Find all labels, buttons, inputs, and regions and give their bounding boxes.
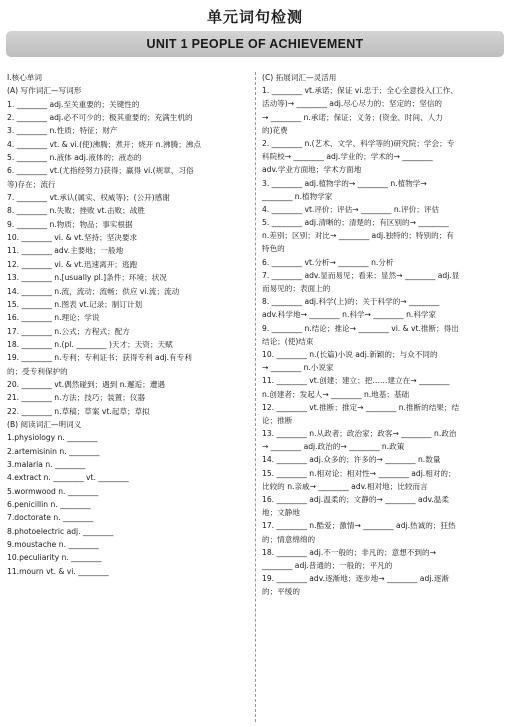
- text-line: 15. ________ n.相对论；相对性→ ________ adj.相对的；: [262, 468, 456, 478]
- text-line: 3.malaria n. ________: [7, 459, 86, 469]
- text-line: 4. ________ vt. & vi.(使)沸腾；煮开；烧开 n.沸腾；沸点: [7, 139, 201, 149]
- text-line: 10. ________ n.(长篇)小说 adj.新颖的；与众不同的: [262, 349, 438, 359]
- text-line: 13. ________ n.从政者；政治家；政客→ ________ n.政治: [262, 429, 457, 439]
- text-line: 11. ________ vt.创建；建立；把……建立在→ ________: [262, 376, 450, 386]
- text-line: 18. ________ n.(pl. ________ )天才；天资；天赋: [7, 339, 173, 349]
- text-line: 5.wormwood n. ________: [7, 486, 99, 496]
- text-line: 4.extract n. ________ vt. ________: [7, 473, 129, 483]
- text-line: 5. ________ n.液体 adj.液体的；液态的: [7, 153, 142, 163]
- text-line: 14. ________ adj.众多的；许多的→ ________ n.数量: [262, 455, 441, 465]
- text-line: 9.moustache n. ________: [7, 540, 99, 550]
- text-line: 3. ________ adj.植物学的→ ________ n.植物学→: [262, 178, 427, 188]
- text-line: 科院校→ ________ adj.学业的；学术的→ ________: [262, 152, 433, 162]
- text-line: 7.doctorate n. ________: [7, 513, 94, 523]
- text-line: ________ n.植物学家: [262, 191, 333, 201]
- text-line: n.差别；区别；对比→ ________ adj.独特的；特别的；有: [262, 231, 454, 241]
- text-line: 16. ________ adj.温柔的；文静的→ ________ adv.温柔: [262, 495, 449, 504]
- text-line: (C) 拓展词汇—灵活用: [262, 73, 337, 82]
- text-line: 的；情意绵绵的: [262, 534, 316, 544]
- text-line: 论；推断: [262, 415, 293, 425]
- text-line: 14. ________ n.流，流动；流畅；供应 vi.流；流动: [7, 286, 180, 296]
- text-line: 而易见的；表面上的: [262, 284, 331, 293]
- text-line: 16. ________ n.理论；学说: [7, 313, 100, 323]
- text-line: 结论；(使)结束: [262, 336, 314, 346]
- text-line: 特色的: [262, 244, 285, 254]
- text-line: → ________ n.小说家: [262, 363, 334, 373]
- text-line: 等)存在；流行: [7, 179, 56, 189]
- text-line: 4. ________ vt.评价；评估→ ________ n.评价；评估: [262, 204, 440, 214]
- text-line: 的；受专利保护的: [7, 366, 68, 376]
- text-line: 7. ________ vt.承认(属实、权威等)；(公开)感谢: [7, 193, 170, 203]
- text-line: 8. ________ n.失败；挫败 vt.击败；战胜: [7, 206, 145, 216]
- text-line: 9. ________ n.结论；推论→ ________ vi. & vt.推断；得出: [262, 323, 459, 333]
- text-line: 13. ________ n.[usually pl.]条件；环境；状况: [7, 273, 167, 283]
- text-line: 10. ________ vi. & vt.坚持；坚决要求: [7, 233, 138, 243]
- text-line: 地；文静地: [262, 508, 300, 518]
- text-line: ________ adj.普通的；一般的；平凡的: [262, 560, 393, 570]
- text-line: 3. ________ n.性质；特征；财产: [7, 126, 118, 136]
- right-column: [262, 72, 504, 600]
- text-line: (A) 写作词汇—写词形: [7, 86, 82, 96]
- text-line: adv.学业方面地；学术方面地: [262, 165, 362, 175]
- text-line: 活动等)→ ________ adj.尽心尽力的；坚定的；坚信的: [262, 99, 443, 109]
- unit-banner: UNIT 1 PEOPLE OF ACHIEVEMENT: [6, 31, 504, 57]
- text-line: 10.peculiarity n. ________: [7, 553, 102, 563]
- text-line: 11. ________ adv.主要地；一般地: [7, 246, 124, 256]
- text-line: 19. ________ adv.逐渐地；逐步地→ ________ adj.逐渐: [262, 574, 449, 584]
- text-line: Ⅰ.核心单词: [7, 73, 43, 82]
- text-line: n.创建者；发起人→ ________ n.地基；基础: [262, 389, 410, 399]
- text-line: 6. ________ vt.(尤指经努力)获得；赢得 vi.(规章、习俗: [7, 166, 194, 176]
- text-line: 22. ________ n.草稿；草案 vt.起草；草拟: [7, 406, 150, 416]
- text-line: 20. ________ vt.偶然碰到；遇到 n.邂逅；遭遇: [7, 379, 165, 389]
- left-column: [7, 72, 248, 579]
- text-line: (B) 阅读词汇—明词义: [7, 419, 82, 429]
- text-line: 的)花费: [262, 125, 288, 135]
- column-divider: [255, 72, 256, 722]
- text-line: 5. ________ adj.清晰的；清楚的；有区别的→ ________: [262, 218, 449, 228]
- text-line: 比较的 n.亲戚→ ________ adv.相对地；比较而言: [262, 481, 428, 491]
- text-line: adv.科学地→ ________ n.科学→ ________ n.科学家: [262, 310, 437, 320]
- text-line: 12. ________ vt.推断；推定→ ________ n.推断的结果；结: [262, 402, 460, 412]
- text-line: 8.photoelectric adj. ________: [7, 526, 114, 536]
- text-line: 7. ________ adv.显而易见；看来；显然→ ________ adj.显: [262, 270, 460, 280]
- text-line: 8. ________ adj.科学(上)的；关于科学的→ ________: [262, 297, 440, 307]
- text-line: 1. ________ vt.承诺；保证 vi.忠于；全心全意投入(工作、: [262, 86, 458, 96]
- page-title: 单元词句检测: [206, 8, 303, 26]
- text-line: 11.mourn vt. & vi. ________: [7, 566, 109, 576]
- text-line: 1.physiology n. ________: [7, 433, 98, 443]
- text-line: 2. ________ n.(艺术、文学、科学等的)研究院；学会；专: [262, 138, 455, 148]
- text-line: 的；平缓的: [262, 587, 300, 597]
- text-line: 12. ________ vi. & vt.迅速离开；逃跑: [7, 259, 138, 269]
- text-line: → ________ n.承诺；保证；义务；(资金、时间、人力: [262, 112, 443, 122]
- text-line: 2.artemisinin n. ________: [7, 446, 100, 456]
- text-line: 2. ________ adj.必不可少的；极其重要的；充满生机的: [7, 113, 193, 123]
- text-line: 18. ________ adj.不一般的；非凡的；意想不到的→: [262, 547, 436, 557]
- text-line: 17. ________ n.公式；方程式；配方: [7, 326, 130, 336]
- text-line: 9. ________ n.物质；物品；事实根据: [7, 219, 133, 229]
- text-line: 15. ________ n.图表 vt.记录；制订计划: [7, 299, 143, 309]
- text-line: 1. ________ adj.至关重要的；关键性的: [7, 99, 140, 109]
- text-line: 17. ________ n.酷爱；激情→ ________ adj.热诚的；狂热: [262, 521, 456, 531]
- text-line: 21. ________ n.方法；技巧；装置；仪器: [7, 393, 146, 403]
- text-line: 19. ________ n.专利；专利证书；获得专利 adj.有专利: [7, 353, 192, 363]
- text-line: 6. ________ vt.分析→ ________ n.分析: [262, 257, 394, 267]
- text-line: → ________ adj.政治的→ ________ n.政策: [262, 442, 405, 452]
- text-line: 6.penicillin n. ________: [7, 500, 91, 509]
